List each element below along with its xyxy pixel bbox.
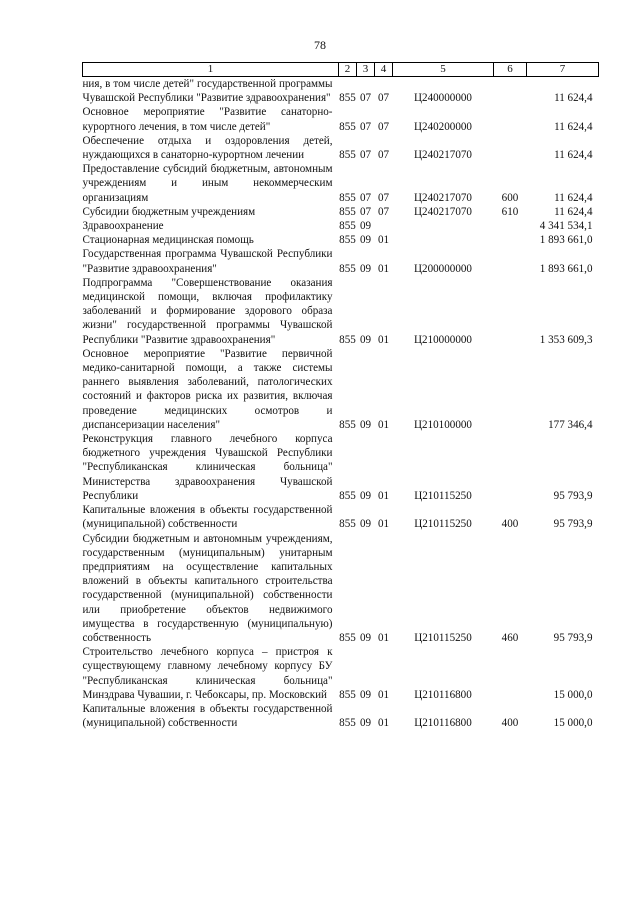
row-publisher-code: 855	[339, 262, 356, 275]
row-expense-type: 600	[501, 191, 519, 204]
table-row	[83, 276, 599, 347]
row-amount: 1 353 609,3	[539, 333, 593, 346]
row-publisher-code: 855	[339, 92, 356, 105]
table-row	[83, 532, 599, 646]
row-expense-type	[494, 134, 527, 162]
row-publisher-code: 855	[339, 489, 356, 502]
row-section: 09	[359, 333, 372, 346]
row-subsection: 01	[377, 631, 390, 644]
row-section: 07	[359, 205, 372, 218]
row-expense-type: 400	[501, 518, 519, 531]
row-expense-type	[494, 645, 527, 702]
row-section: 07	[359, 149, 372, 162]
table-row	[83, 77, 599, 106]
row-target-article: Ц200000000	[414, 262, 472, 275]
row-name: Субсидии бюджетным и автономным учреждениям, государственным (муниципальным) унитарным предприятиям на осуществление капитальных вложений в объекты капитального строительства государственной (муниципальной) собственности или приобретение объектов недвижимого имущества в государственную (муниципальную) собственность	[82, 532, 333, 644]
table-row	[83, 702, 599, 730]
row-expense-type	[494, 432, 527, 503]
row-target-article: Ц210116800	[414, 717, 472, 730]
row-section: 09	[359, 220, 372, 233]
row-publisher-code: 855	[339, 234, 356, 247]
row-section: 09	[359, 262, 372, 275]
row-expense-type	[494, 233, 527, 247]
budget-table-container	[82, 62, 598, 730]
row-amount: 1 893 661,0	[539, 234, 593, 247]
table-row	[83, 162, 599, 205]
row-name: Здравоохранение	[82, 220, 164, 233]
row-subsection: 01	[377, 234, 390, 247]
table-row	[83, 247, 599, 275]
row-publisher-code: 855	[339, 220, 356, 233]
row-section: 09	[359, 234, 372, 247]
row-amount: 1 893 661,0	[539, 262, 593, 275]
row-subsection	[375, 219, 393, 233]
row-target-article: Ц210116800	[414, 688, 472, 701]
row-publisher-code: 855	[339, 631, 356, 644]
row-name: Обеспечение отдыха и оздоровления детей, нуждающихся в санаторно-курортном лечении	[82, 134, 333, 162]
row-expense-type	[494, 77, 527, 106]
row-name: Капитальные вложения в объекты государственной (муниципальной) собственности	[82, 702, 333, 730]
row-target-article: Ц240217070	[414, 205, 472, 218]
row-subsection: 01	[377, 518, 390, 531]
row-amount: 11 624,4	[554, 92, 593, 105]
row-subsection: 07	[377, 92, 390, 105]
column-number-header	[83, 63, 599, 77]
row-target-article: Ц210115250	[414, 518, 472, 531]
row-amount: 177 346,4	[548, 418, 593, 431]
table-row	[83, 105, 599, 133]
row-name: Стационарная медицинская помощь	[82, 234, 254, 247]
row-publisher-code: 855	[339, 717, 356, 730]
row-publisher-code: 855	[339, 205, 356, 218]
table-row	[83, 134, 599, 162]
row-target-article: Ц240000000	[414, 92, 472, 105]
row-target-article	[393, 219, 494, 233]
row-amount: 15 000,0	[553, 717, 593, 730]
row-subsection: 01	[377, 489, 390, 502]
row-name: Государственная программа Чувашской Республики "Развитие здравоохранения"	[82, 248, 333, 275]
row-expense-type: 400	[501, 717, 519, 730]
table-row	[83, 205, 599, 219]
row-expense-type	[494, 247, 527, 275]
row-target-article: Ц210115250	[414, 489, 472, 502]
row-expense-type: 610	[501, 205, 519, 218]
row-amount: 11 624,4	[554, 120, 593, 133]
page-number: 78	[314, 38, 326, 52]
row-publisher-code: 855	[339, 688, 356, 701]
row-expense-type: 460	[501, 631, 519, 644]
row-subsection: 01	[377, 262, 390, 275]
column-header: 1	[83, 63, 339, 77]
row-subsection: 07	[377, 149, 390, 162]
column-header: 7	[527, 63, 599, 77]
table-row	[83, 503, 599, 531]
table-row	[83, 233, 599, 247]
column-header: 5	[393, 63, 494, 77]
row-amount: 95 793,9	[553, 518, 593, 531]
table-row	[83, 645, 599, 702]
column-header: 3	[357, 63, 375, 77]
row-name: Строительство лечебного корпуса – пристроя к существующему главному лечебному корпусу БУ "Республиканская клиническая больница" Минздрава Чувашии, г. Чебоксары, пр. Московский	[82, 646, 333, 701]
row-subsection: 01	[377, 688, 390, 701]
row-subsection: 07	[377, 205, 390, 218]
row-name: Реконструкция главного лечебного корпуса бюджетного учреждения Чувашской Республики "Республиканская клиническая больница" Министерства здравоохранения Чувашской Республики	[82, 433, 333, 502]
column-header: 4	[375, 63, 393, 77]
column-header: 2	[339, 63, 357, 77]
row-expense-type	[494, 219, 527, 233]
row-name: Основное мероприятие "Развитие санаторно-курортного лечения, в том числе детей"	[82, 106, 333, 133]
row-section: 09	[359, 418, 372, 431]
row-section: 09	[359, 717, 372, 730]
row-section: 09	[359, 518, 372, 531]
row-amount: 11 624,4	[554, 191, 593, 204]
row-section: 09	[359, 489, 372, 502]
budget-table	[82, 62, 599, 730]
row-amount: 95 793,9	[553, 489, 593, 502]
row-subsection: 01	[377, 333, 390, 346]
table-row	[83, 432, 599, 503]
row-section: 07	[359, 191, 372, 204]
row-expense-type	[494, 276, 527, 347]
row-amount: 15 000,0	[553, 688, 593, 701]
row-expense-type	[494, 105, 527, 133]
row-amount: 11 624,4	[554, 205, 593, 218]
row-target-article: Ц240200000	[414, 120, 472, 133]
row-publisher-code: 855	[339, 518, 356, 531]
row-publisher-code: 855	[339, 333, 356, 346]
row-subsection: 01	[377, 717, 390, 730]
row-target-article: Ц240217070	[414, 149, 472, 162]
row-publisher-code: 855	[339, 149, 356, 162]
table-row	[83, 347, 599, 432]
row-name: Капитальные вложения в объекты государственной (муниципальной) собственности	[82, 504, 333, 531]
row-name: Подпрограмма "Совершенствование оказания медицинской помощи, включая профилактику заболеваний и формирование здорового образа жизни" государственной программы Чувашской Республики "Развитие здравоохранения"	[82, 276, 333, 346]
row-target-article: Ц210100000	[414, 418, 472, 431]
row-target-article	[393, 233, 494, 247]
row-section: 09	[359, 688, 372, 701]
row-target-article: Ц240217070	[414, 191, 472, 204]
column-header: 6	[494, 63, 527, 77]
row-amount: 95 793,9	[553, 631, 593, 644]
row-section: 07	[359, 120, 372, 133]
row-amount: 11 624,4	[554, 149, 593, 162]
row-publisher-code: 855	[339, 191, 356, 204]
row-name: ния, в том числе детей" государственной программы Чувашской Республики "Развитие здравоохранения"	[82, 78, 333, 105]
row-publisher-code: 855	[339, 120, 356, 133]
row-name: Субсидии бюджетным учреждениям	[82, 205, 256, 218]
row-name: Основное мероприятие "Развитие первичной медико-санитарной помощи, а также системы раннего выявления заболеваний, патологических состояний и факторов риска их развития, включая проведение медицинских осмотров и диспансеризации населения"	[82, 347, 333, 431]
row-target-article: Ц210115250	[414, 631, 472, 644]
row-subsection: 01	[377, 418, 390, 431]
row-section: 09	[359, 631, 372, 644]
row-subsection: 07	[377, 120, 390, 133]
row-name: Предоставление субсидий бюджетным, автономным учреждениям и иным некоммерческим организациям	[82, 163, 333, 204]
row-target-article: Ц210000000	[414, 333, 472, 346]
row-section: 07	[359, 92, 372, 105]
row-subsection: 07	[377, 191, 390, 204]
row-publisher-code: 855	[339, 418, 356, 431]
row-expense-type	[494, 347, 527, 432]
row-amount: 4 341 534,1	[539, 220, 593, 233]
table-row	[83, 219, 599, 233]
